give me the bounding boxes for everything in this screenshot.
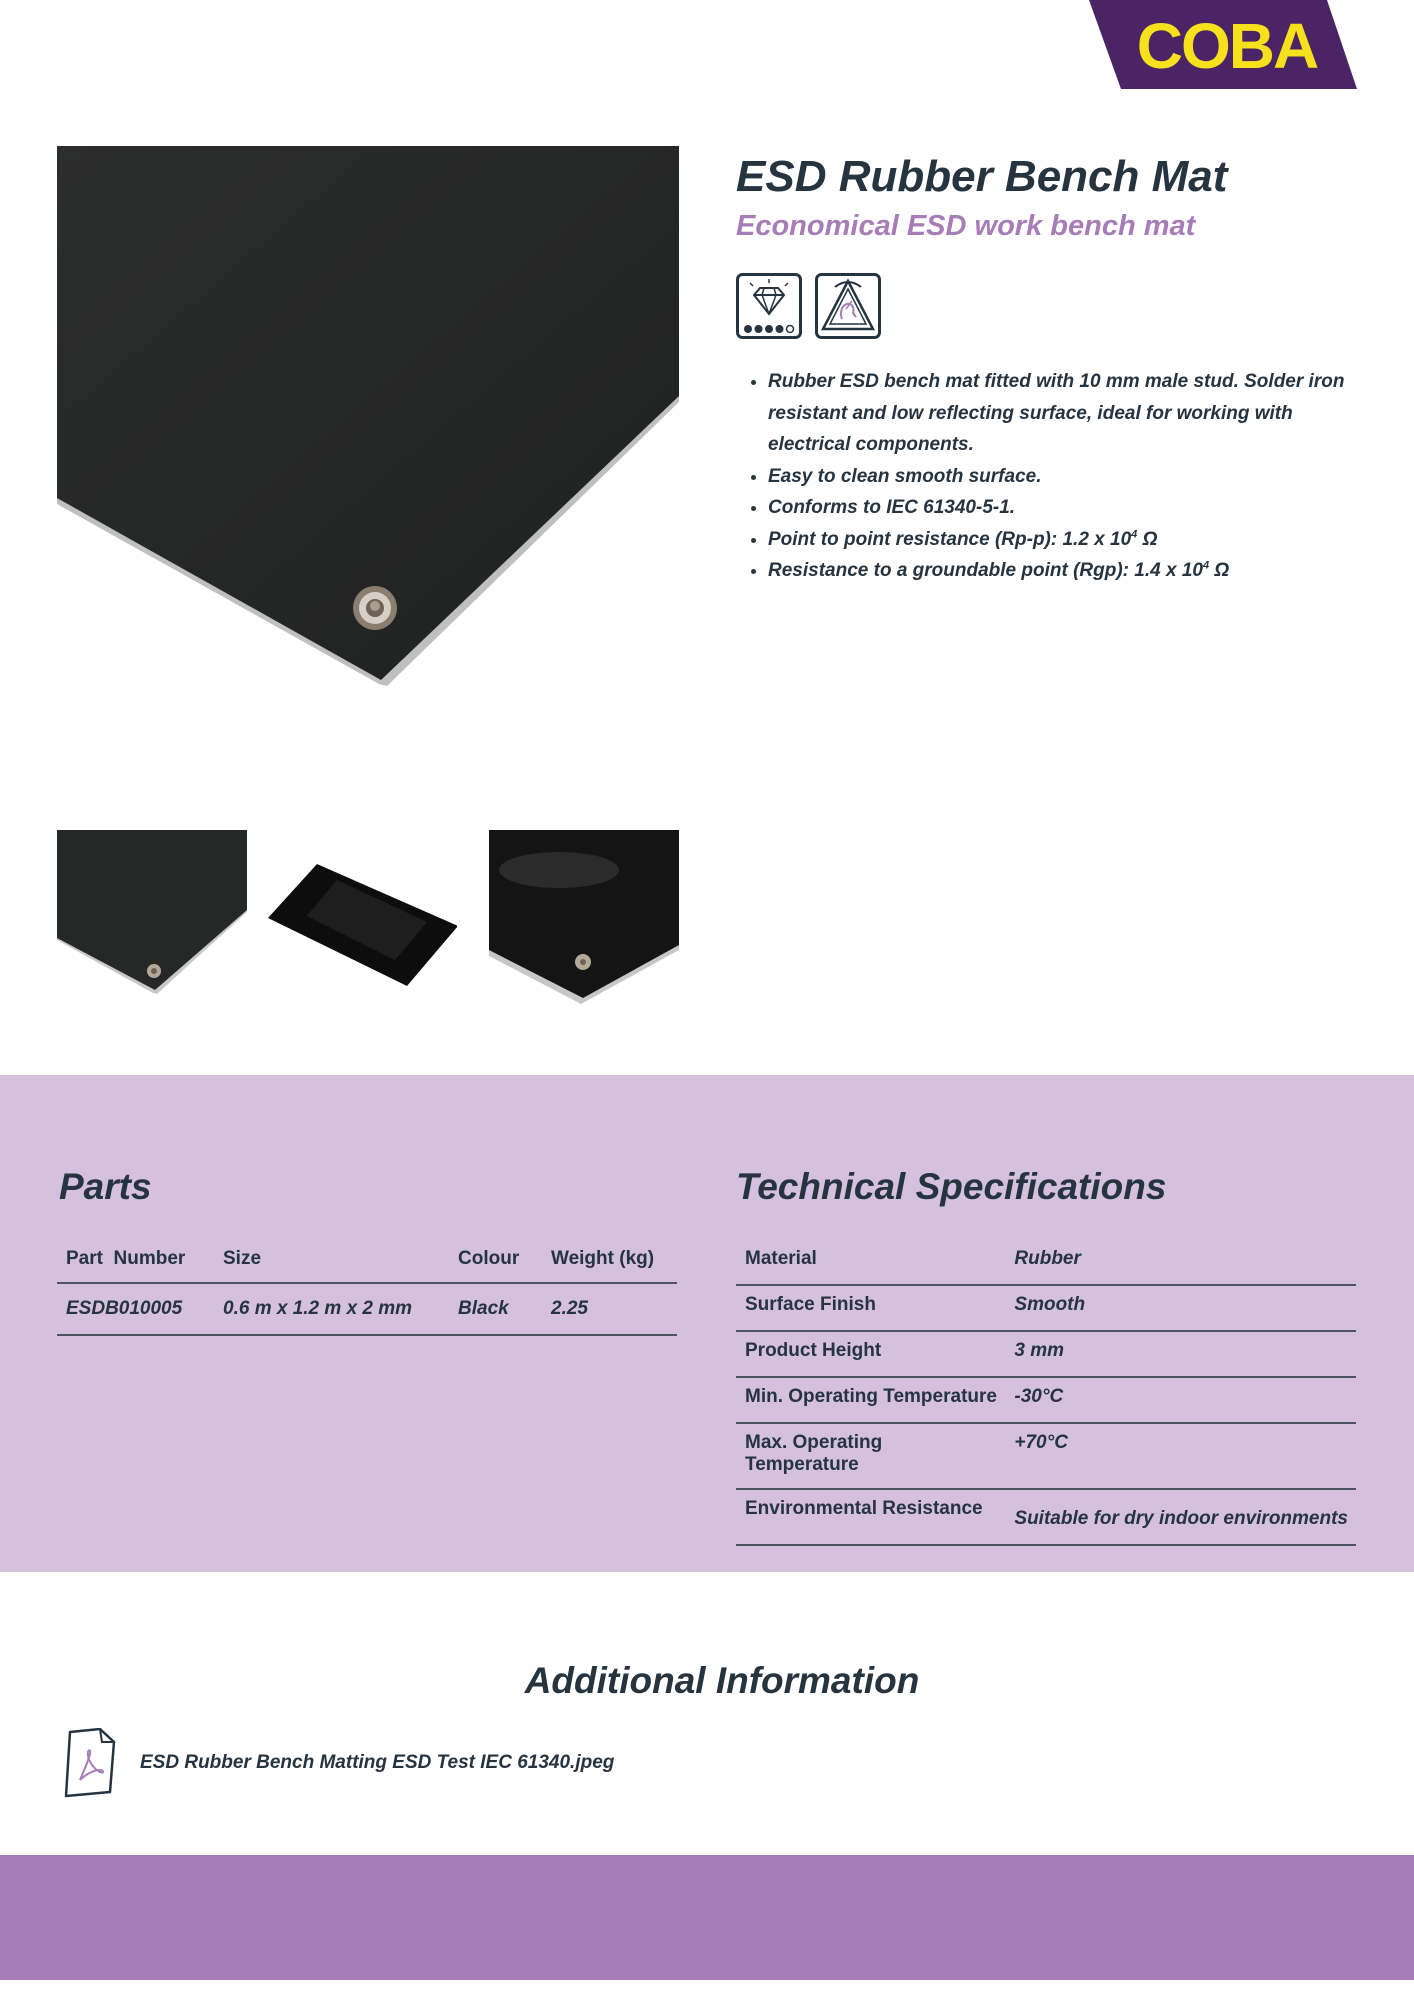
col-size: Size — [214, 1240, 449, 1283]
table-row: Material Rubber — [736, 1240, 1356, 1285]
colour-cell: Black — [449, 1283, 542, 1335]
parts-table — [57, 1240, 677, 1336]
pdf-file-icon[interactable] — [60, 1728, 120, 1798]
feature-item: • Conforms to IEC 61340-5-1. — [768, 492, 1368, 524]
part-number-cell: ESDB010005 — [57, 1283, 214, 1335]
tech-specs-heading: Technical Specifications — [736, 1166, 1167, 1207]
diamond-quality-icon — [736, 273, 802, 339]
feature-item: • Rubber ESD bench mat fitted with 10 mm male stud. Solder iron resistant and low reflecting surface, ideal for working with electrical components. — [768, 366, 1368, 461]
product-title: ESD Rubber Bench Mat — [736, 152, 1228, 201]
specs-table — [736, 1240, 1356, 1546]
thumbnail-3[interactable] — [489, 830, 679, 1005]
table-row: Min. Operating Temperature -30°C — [736, 1377, 1356, 1423]
thumbnail-2[interactable] — [267, 830, 457, 1005]
footer-band — [0, 1855, 1414, 1980]
table-header-row — [57, 1240, 677, 1283]
feature-item: • Point to point resistance (Rp-p): 1.2 x $10^4$ Ω — [768, 524, 1368, 556]
esd-protected-area-icon — [815, 273, 881, 339]
table-row: Product Height 3 mm — [736, 1331, 1356, 1377]
table-row: Max. Operating Temperature +70°C — [736, 1423, 1356, 1489]
size-cell: 0.6 m x 1.2 m x 2 mm — [214, 1283, 449, 1335]
parts-heading: Parts — [59, 1166, 152, 1207]
additional-info-heading: Additional Information — [524, 1660, 920, 1701]
weight-cell: 2.25 — [542, 1283, 677, 1335]
table-row: Surface Finish Smooth — [736, 1285, 1356, 1331]
col-colour: Colour — [449, 1240, 542, 1283]
table-row — [57, 1283, 677, 1335]
coba-logo[interactable] — [1089, 0, 1357, 89]
col-weight: Weight (kg) — [542, 1240, 677, 1283]
feature-item: • Easy to clean smooth surface. — [768, 461, 1368, 493]
product-main-image — [57, 146, 679, 686]
table-row: Environmental Resistance Suitable for dry indoor environments — [736, 1489, 1356, 1545]
feature-list — [738, 366, 1368, 587]
logo-text: COBA — [1136, 10, 1318, 82]
col-part-number: Part Number — [57, 1240, 214, 1283]
product-subtitle: Economical ESD work bench mat — [736, 210, 1196, 242]
thumbnail-1[interactable] — [57, 830, 247, 1005]
attachment-link[interactable]: ESD Rubber Bench Matting ESD Test IEC 61340.jpeg — [140, 1752, 615, 1773]
feature-item: • Resistance to a groundable point (Rgp): 1.4 x $10^4$ Ω — [768, 555, 1368, 587]
